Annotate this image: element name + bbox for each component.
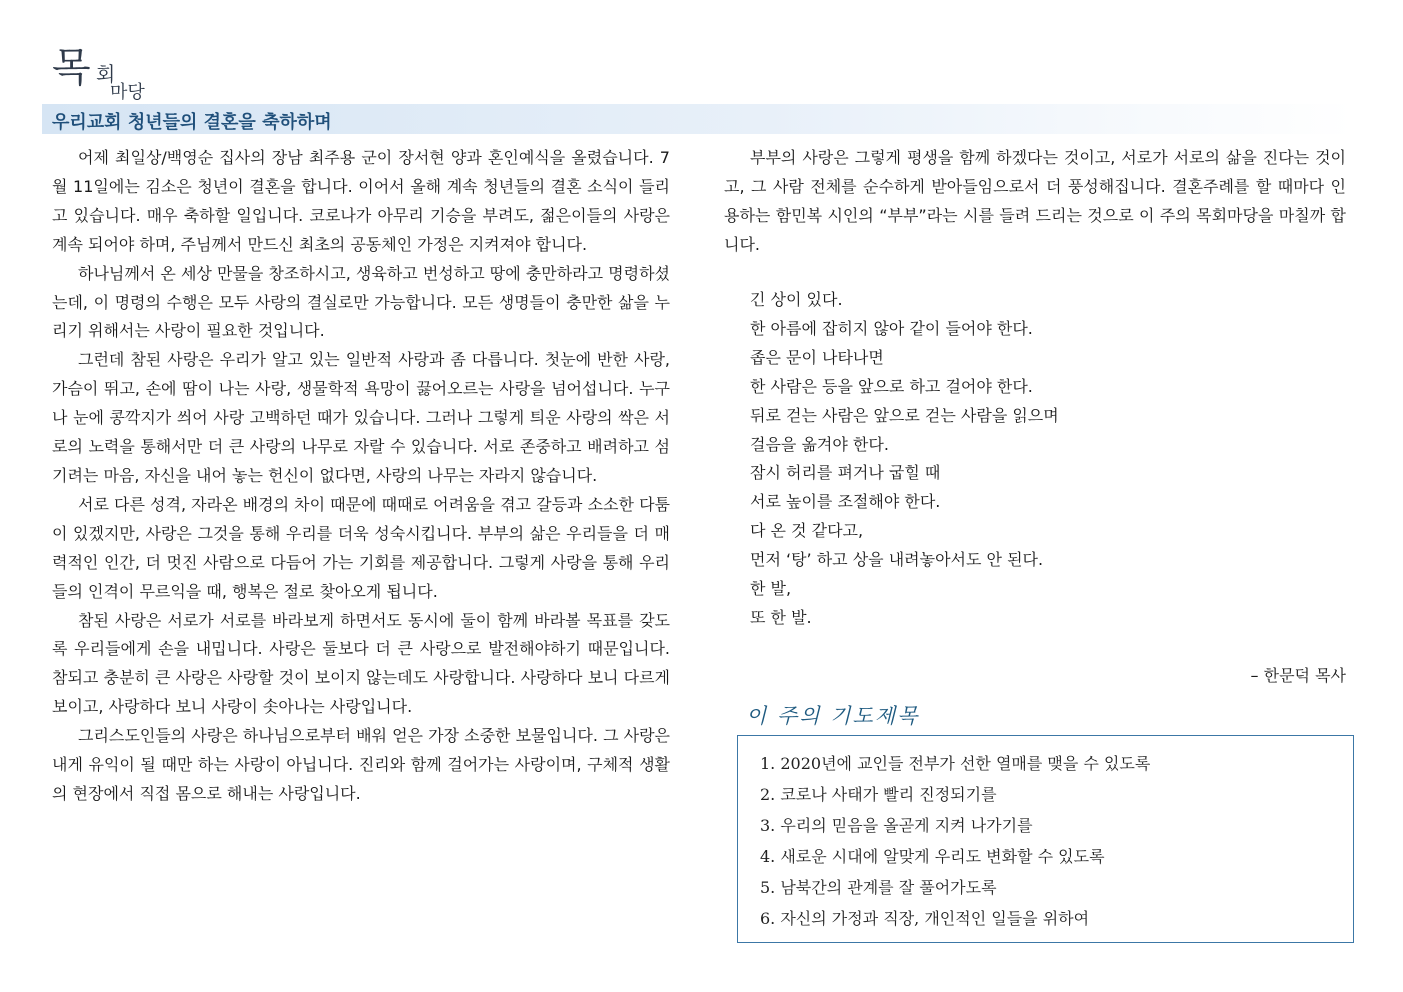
logo-madang: 마당 bbox=[110, 82, 145, 103]
prayer-item: 1. 2020년에 교인들 전부가 선한 열매를 맺을 수 있도록 bbox=[760, 754, 1151, 773]
poem bbox=[750, 286, 1059, 633]
prayer-list bbox=[760, 748, 1150, 934]
prayer-item: 5. 남북간의 관계를 잘 풀어가도록 bbox=[760, 878, 997, 897]
logo-char-mok: 목 bbox=[52, 45, 91, 91]
right-column bbox=[724, 144, 1346, 260]
paragraph: 그리스도인들의 사랑은 하나님으로부터 배워 얻은 가장 소중한 보물입니다. 그 사랑은 내게 유익이 될 때만 하는 사랑이 아닙니다. 진리와 함께 걸어가는 사랑이며, 구체적 생활의 현장에서 직접 몸으로 해내는 사랑입니다. bbox=[52, 726, 670, 803]
prayer-box bbox=[737, 735, 1354, 943]
paragraph: 하나님께서 온 세상 만물을 창조하시고, 생육하고 번성하고 땅에 충만하라고 명령하셨는데, 이 명령의 수행은 모두 사랑의 결실로만 가능합니다. 모든 생명들이 충만한 삶을 누리기 위해서는 사랑이 필요한 것입니다. bbox=[52, 263, 670, 341]
prayer-item: 4. 새로운 시대에 알맞게 우리도 변화할 수 있도록 bbox=[760, 847, 1105, 866]
paragraph: 참된 사랑은 서로가 서로를 바라보게 하면서도 동시에 둘이 함께 바라볼 목표를 갖도록 우리들에게 손을 내밉니다. 사랑은 둘보다 더 큰 사랑으로 발전해야하기 때문입니다. 참되고 충분히 큰 사랑은 사랑할 것이 보이지 않는데도 사랑합니다. 사랑하다 보니 다르게 보이고, 사랑하다 보니 사랑이 솟아나는 사랑입니다. bbox=[52, 610, 670, 717]
logo-char-hoe: 회 bbox=[96, 62, 116, 86]
poem-line: 걸음을 옮겨야 한다. bbox=[750, 434, 889, 454]
article-title-bar bbox=[42, 104, 1354, 134]
poem-line: 긴 상이 있다. bbox=[750, 290, 843, 309]
poem-line: 한 사람은 등을 앞으로 하고 걸어야 한다. bbox=[750, 376, 1033, 396]
paragraph: 어제 최일상/백영순 집사의 장남 최주용 군이 장서현 양과 혼인예식을 올렸습니다. 7월 11일에는 김소은 청년이 결혼을 합니다. 이어서 올해 계속 청년들의 결혼 소식이 들리고 있습니다. 매우 축하할 일입니다. 코로나가 아무리 기승을 부려도, 젊은이들의 사랑은 계속 되어야 하며, 주님께서 만드신 최초의 공동체인 가정은 지켜져야 합니다. bbox=[52, 148, 670, 254]
paragraph: 그런데 참된 사랑은 우리가 알고 있는 일반적 사랑과 좀 다릅니다. 첫눈에 반한 사랑, 가슴이 뛰고, 손에 땀이 나는 사랑, 생물학적 욕망이 끓어오르는 사랑을 넘어섭니다. 누구나 눈에 콩깍지가 씌어 사랑 고백하던 때가 있습니다. 그러나 그렇게 틔운 사랑의 싹은 서로의 노력을 통해서만 더 큰 사랑의 나무로 자랄 수 있습니다. 서로 존중하고 배려하고 섬기려는 마음, 자신을 내어 놓는 헌신이 없다면, 사랑의 나무는 자라지 않습니다. bbox=[52, 350, 670, 485]
poem-line: 다 온 것 같다고, bbox=[750, 521, 864, 541]
poem-line: 한 발, bbox=[750, 579, 792, 599]
poem-line: 한 아름에 잡히지 않아 같이 들어야 한다. bbox=[750, 318, 1033, 338]
poem-line: 또 한 발. bbox=[750, 607, 812, 627]
prayer-item: 3. 우리의 믿음을 올곧게 지켜 나가기를 bbox=[760, 816, 1033, 835]
prayer-title: 이 주의 기도제목 bbox=[746, 704, 920, 728]
section-logo bbox=[52, 44, 172, 102]
paragraph: 부부의 사랑은 그렇게 평생을 함께 하겠다는 것이고, 서로가 서로의 삶을 진다는 것이고, 그 사람 전체를 순수하게 받아들임으로서 더 풍성해집니다. 결혼주례를 할 때마다 인용하는 함민복 시인의 “부부”라는 시를 들려 드리는 것으로 이 주의 목회마당을 마칠까 합니다. bbox=[724, 148, 1346, 254]
poem-line: 잠시 허리를 펴거나 굽힐 때 bbox=[750, 463, 941, 483]
left-column bbox=[52, 144, 670, 809]
author-signature: – 한문덕 목사 bbox=[1250, 666, 1346, 685]
article-title: 우리교회 청년들의 결혼을 축하하며 bbox=[52, 112, 332, 133]
paragraph: 서로 다른 성격, 자라온 배경의 차이 때문에 때때로 어려움을 겪고 갈등과 소소한 다툼이 있겠지만, 사랑은 그것을 통해 우리를 더욱 성숙시킵니다. 부부의 삶은 우리들을 더 매력적인 인간, 더 멋진 사람으로 다듬어 가는 기회를 제공합니다. 그렇게 사랑을 통해 우리들의 인격이 무르익을 때, 행복은 절로 찾아오게 됩니다. bbox=[52, 494, 670, 601]
poem-line: 서로 높이를 조절해야 한다. bbox=[750, 492, 941, 512]
poem-line: 뒤로 걷는 사람은 앞으로 걷는 사람을 읽으며 bbox=[750, 405, 1059, 425]
prayer-item: 2. 코로나 사태가 빨리 진정되기를 bbox=[760, 785, 997, 804]
poem-line: 먼저 ‘탕’ 하고 상을 내려놓아서도 안 된다. bbox=[750, 550, 1044, 570]
prayer-item: 6. 자신의 가정과 직장, 개인적인 일들을 위하여 bbox=[760, 909, 1090, 928]
poem-line: 좁은 문이 나타나면 bbox=[750, 347, 884, 367]
